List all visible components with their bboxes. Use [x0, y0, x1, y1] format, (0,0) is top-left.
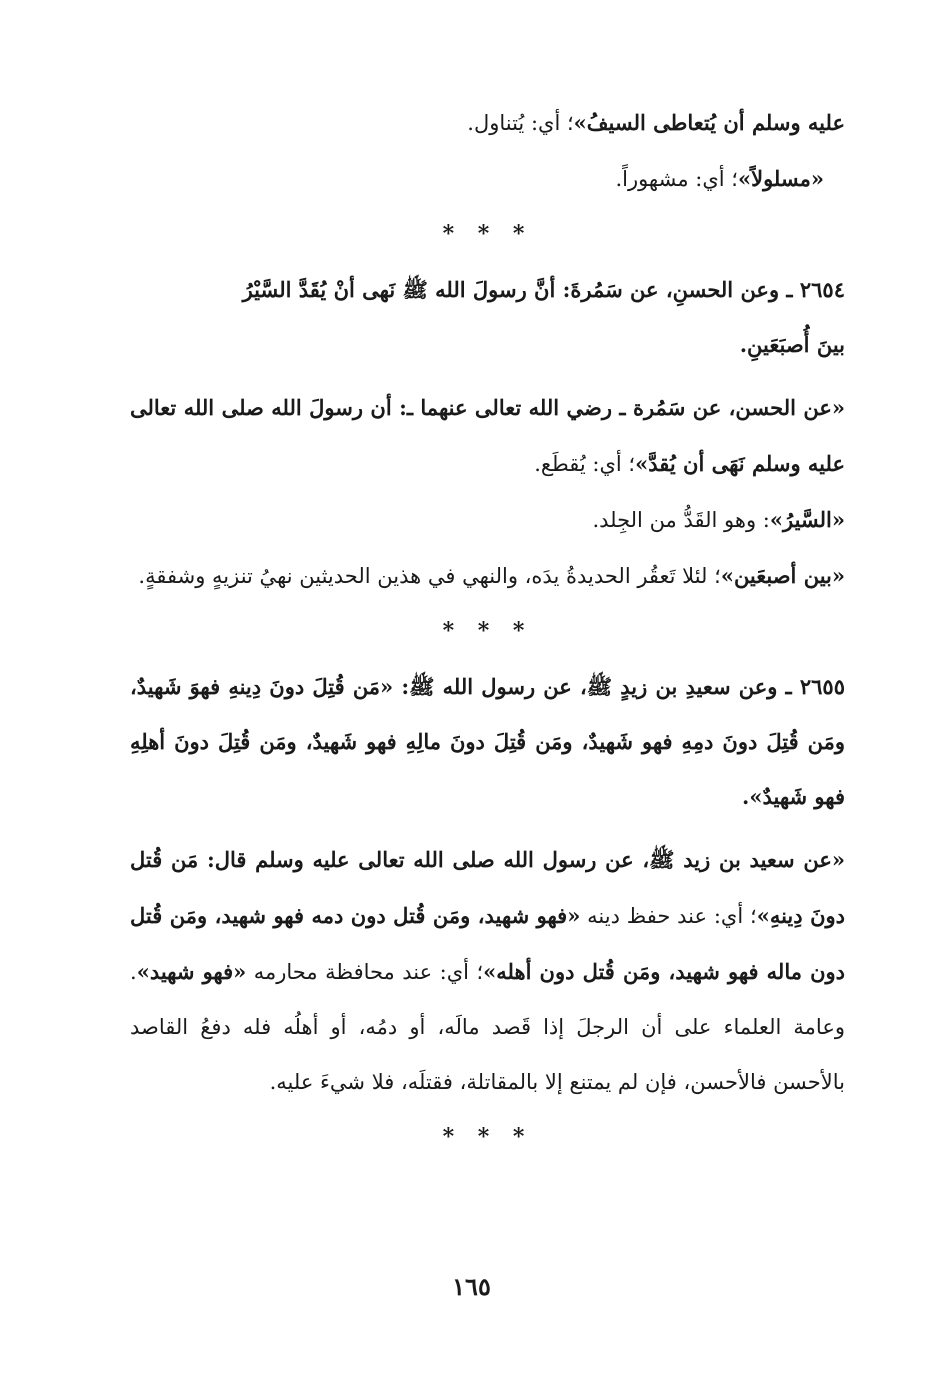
- hadith-2654-line-2: بينَ أُصبَعَينِ.: [739, 332, 845, 357]
- separator-1: * * *: [442, 221, 533, 247]
- hadith-2655: ٢٦٥٥ ـ وعن سعيدِ بن زيدٍ ﷺ، عن رسول الله ﷺ: «مَن قُتِلَ دونَ دِينهِ فهوَ شَهيدٌ، ومَن قُتِلَ دونَ دمِهِ فهو شَهيدٌ، ومَن قُتِلَ دونَ مالِهِ فهو شَهيدٌ، ومَن قُتِلَ دونَ أهلِهِ فهو شَهيدٌ».: [130, 674, 845, 809]
- comment-2655-1-bold: «عن سعيد بن زيد ﷺ، عن رسول الله صلى الله تعالى عليه وسلم قال: مَن قُتل دونَ دِينهِ»: [130, 847, 845, 928]
- comment-2654-3-bold: «بين أصبعَين»: [720, 563, 845, 588]
- page-body: [130, 95, 845, 1165]
- comment-2655-2-bold: «فهو شهيد، ومَن قُتل دون دمه فهو شهيد، ومَن قُتل دون ماله فهو شهيد، ومَن قُتل دون أهله»: [130, 903, 845, 984]
- separator-2: * * *: [442, 618, 533, 644]
- comment-2654-1: [130, 380, 845, 492]
- intro-bold-2: «مسلولاً»: [737, 166, 824, 191]
- intro-line-2: [130, 151, 845, 207]
- comment-2654-1-rest: ؛ أي: يُقطَع.: [534, 452, 636, 476]
- intro-line-1: [130, 95, 845, 151]
- hadith-2654: [130, 262, 845, 372]
- page-number: ١٦٥: [452, 1272, 491, 1301]
- comment-2655-2-rest: ؛ أي: عند محافظة محارمه: [246, 960, 484, 984]
- intro-rest-2: ؛ أي: مشهوراً.: [615, 167, 738, 191]
- intro-bold-1: عليه وسلم أن يُتعاطى السيفُ»: [573, 110, 845, 135]
- comment-2654-1-bold: «عن الحسن، عن سَمُرة ـ رضي الله تعالى عنهما ـ: أن رسولَ الله صلى الله تعالى عليه وسلم نَهَى أن يُقدَّ»: [130, 395, 845, 476]
- separator-3: * * *: [442, 1124, 533, 1150]
- comment-2655-3-bold: «فهو شهيد»: [136, 959, 247, 984]
- hadith-2654-line-1: ٢٦٥٤ ـ وعن الحسنِ، عن سَمُرةَ: أنَّ رسولَ الله ﷺ نَهى أنْ يُقَدَّ السَّيْرُ: [242, 277, 845, 302]
- comment-2654-3-rest: ؛ لئلا تَعقُر الحديدةُ يدَه، والنهي في هذين الحديثين نهيُ تنزيهٍ وشفقةٍ.: [138, 564, 721, 588]
- intro-rest-1: ؛ أي: يُتناول.: [467, 111, 574, 135]
- comment-2654-3: [130, 548, 845, 604]
- comment-2654-2: [130, 492, 845, 548]
- comment-2655-1-rest: ؛ أي: عند حفظ دينه: [580, 904, 757, 928]
- comment-2654-2-rest: : وهو القَدُّ من الجِلد.: [592, 508, 770, 532]
- comment-2655: [130, 832, 845, 1110]
- comment-2655-3-rest: . وعامة العلماء على أن الرجلَ إذا قَصد مالَه، أو دمُه، أو أهلُه فله دفعُ القاصد بالأحسن فالأحسن، فإن لم يمتنع إلا بالمقاتلة، فقتلَه، فلا شيءَ عليه.: [130, 960, 845, 1094]
- comment-2654-2-bold: «السَّيرُ»: [769, 507, 845, 532]
